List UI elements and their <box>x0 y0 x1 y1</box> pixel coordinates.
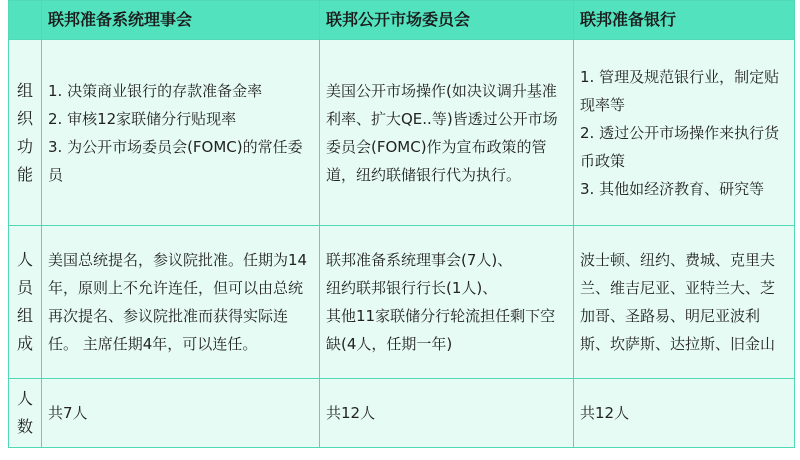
comparison-table-container <box>8 0 794 450</box>
cell-text: 共12人 <box>580 404 630 422</box>
cell-fomc-headcount <box>320 379 574 448</box>
table-row <box>9 40 795 226</box>
row-label-functions <box>9 40 42 226</box>
header-board-of-governors: 联邦准备系统理事会 <box>42 1 320 40</box>
row-label-text: 人员组成 <box>16 250 33 353</box>
cell-banks-functions <box>574 40 795 226</box>
cell-text: 3. 为公开市场委员会(FOMC)的常任委员 <box>48 137 303 184</box>
row-label-text: 组织功能 <box>16 80 33 184</box>
header-federal-reserve-banks: 联邦准备银行 <box>574 1 795 40</box>
cell-fomc-functions <box>320 40 574 226</box>
row-label-composition <box>9 226 42 379</box>
cell-text: 美国总统提名，参议院批准。任期为14年，原则上不允许连任，但可以由总统再次提名、参议院批准而获得实际连任。 主席任期4年，可以连任。 <box>48 251 308 353</box>
table-header-row <box>9 1 795 40</box>
fed-structure-table <box>8 0 795 448</box>
cell-text: 波士顿、纽约、费城、克里夫兰、维吉尼亚、亚特兰大、芝加哥、圣路易、明尼亚波利斯、坎萨斯、达拉斯、旧金山 <box>580 251 776 353</box>
cell-text: 美国公开市场操作(如决议调升基准利率、扩大QE..等)皆透过公开市场委员会(FOMC)作为宣布政策的管道，纽约联储银行代为执行。 <box>326 81 558 184</box>
cell-fomc-composition <box>320 226 574 379</box>
cell-board-functions <box>42 40 320 226</box>
cell-text: 纽约联邦银行行长(1人)、 <box>326 279 498 297</box>
cell-text: 共7人 <box>48 404 88 422</box>
cell-text: 1. 管理及规范银行业，制定贴现率等 <box>580 67 780 114</box>
table-row <box>9 379 795 448</box>
table-row <box>9 226 795 379</box>
row-label-text: 人数 <box>16 389 33 436</box>
cell-board-composition <box>42 226 320 379</box>
cell-text: 2. 透过公开市场操作来执行货币政策 <box>580 123 780 170</box>
cell-text: 共12人 <box>326 404 376 422</box>
cell-text: 其他11家联储分行轮流担任剩下空缺(4人，任期一年) <box>326 307 556 353</box>
cell-text: 1. 决策商业银行的存款准备金率 <box>48 81 263 100</box>
cell-text: 联邦准备系统理事会(7人)、 <box>326 251 513 269</box>
cell-banks-headcount <box>574 379 795 448</box>
header-fomc: 联邦公开市场委员会 <box>320 1 574 40</box>
header-corner-cell <box>9 1 42 40</box>
row-label-headcount <box>9 379 42 448</box>
cell-text: 2. 审核12家联储分行贴现率 <box>48 109 237 128</box>
cell-text: 3. 其他如经济教育、研究等 <box>580 179 765 198</box>
cell-banks-composition <box>574 226 795 379</box>
cell-board-headcount <box>42 379 320 448</box>
